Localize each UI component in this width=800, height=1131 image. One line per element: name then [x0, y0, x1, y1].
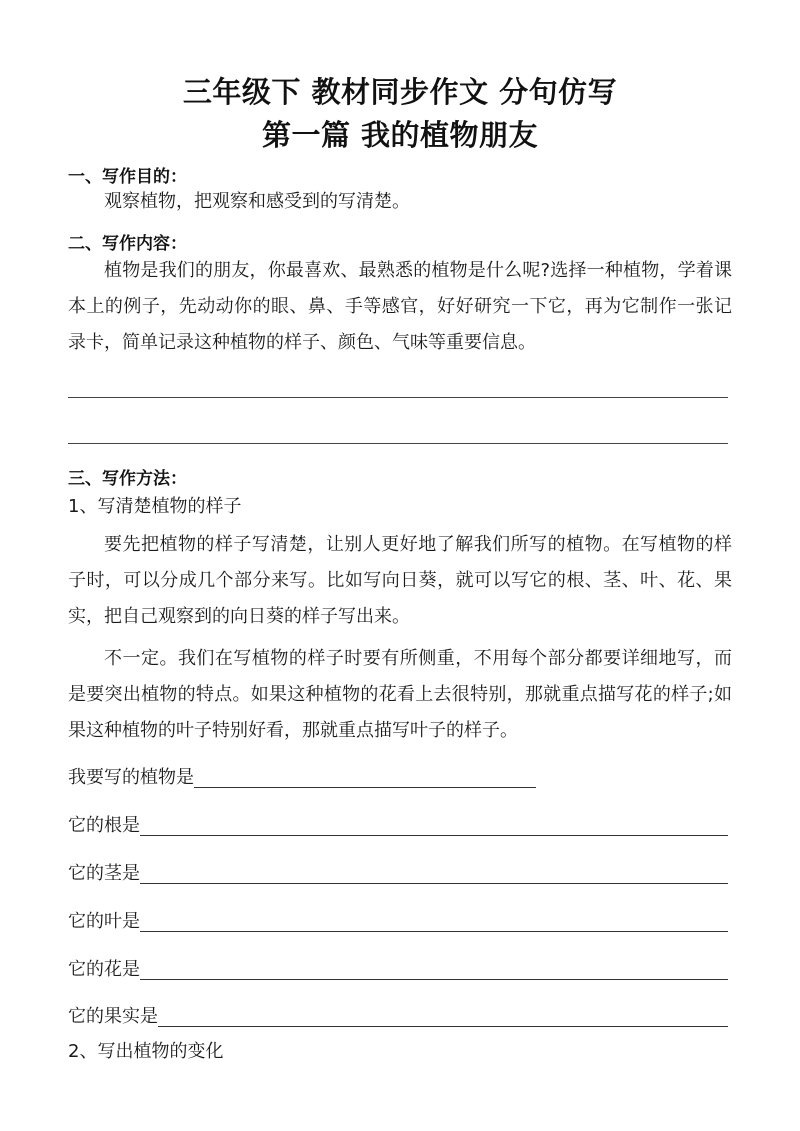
fill-stem-blank[interactable] — [140, 861, 728, 884]
fill-fruit-blank[interactable] — [158, 1004, 728, 1027]
answer-line-1[interactable] — [68, 397, 728, 398]
section-heading-method: 三、写作方法： — [68, 469, 187, 489]
fill-root-label: 它的根是 — [68, 815, 140, 836]
fill-stem-row — [68, 856, 728, 886]
worksheet-title: 三年级下 教材同步作文 分句仿写 — [182, 75, 618, 109]
method-2-title: 2、写出植物的变化 — [68, 1041, 224, 1062]
fill-fruit-row — [68, 999, 728, 1029]
fill-plant-blank[interactable] — [194, 765, 536, 788]
answer-line-2[interactable] — [68, 443, 728, 444]
fill-flower-blank[interactable] — [140, 957, 728, 980]
method-1-paragraph-2: 不一定。我们在写植物的样子时要有所侧重，不用每个部分都要详细地写，而是要突出植物的特点。如果这种植物的花看上去很特别，那就重点描写花的样子;如果这种植物的叶子特别好看，那就重点描写叶子的样子。 — [68, 648, 732, 741]
section-heading-content: 二、写作内容： — [68, 234, 187, 254]
method-1-paragraph-1: 要先把植物的样子写清楚，让别人更好地了解我们所写的植物。在写植物的样子时，可以分成几个部分来写。比如写向日葵，就可以写它的根、茎、叶、花、果实，把自己观察到的向日葵的样子写出来。 — [68, 534, 732, 627]
fill-root-blank[interactable] — [140, 813, 728, 836]
purpose-text: 观察植物，把观察和感受到的写清楚。 — [104, 191, 410, 212]
fill-flower-label: 它的花是 — [68, 959, 140, 980]
fill-root-row — [68, 808, 728, 838]
section-heading-purpose: 一、写作目的： — [68, 167, 187, 187]
content-text: 植物是我们的朋友，你最喜欢、最熟悉的植物是什么呢?选择一种植物，学着课本上的例子，先动动你的眼、鼻、手等感官，好好研究一下它，再为它制作一张记录卡，简单记录这种植物的样子、颜色、气味等重要信息。 — [68, 260, 732, 353]
fill-stem-label: 它的茎是 — [68, 863, 140, 884]
article-title: 第一篇 我的植物朋友 — [261, 118, 539, 152]
fill-plant-row — [68, 760, 536, 790]
fill-flower-row — [68, 952, 728, 982]
fill-fruit-label: 它的果实是 — [68, 1006, 158, 1027]
fill-leaf-blank[interactable] — [140, 909, 728, 932]
fill-plant-label: 我要写的植物是 — [68, 767, 194, 788]
fill-leaf-row — [68, 904, 728, 934]
fill-leaf-label: 它的叶是 — [68, 911, 140, 932]
method-1-title: 1、写清楚植物的样子 — [68, 496, 242, 517]
